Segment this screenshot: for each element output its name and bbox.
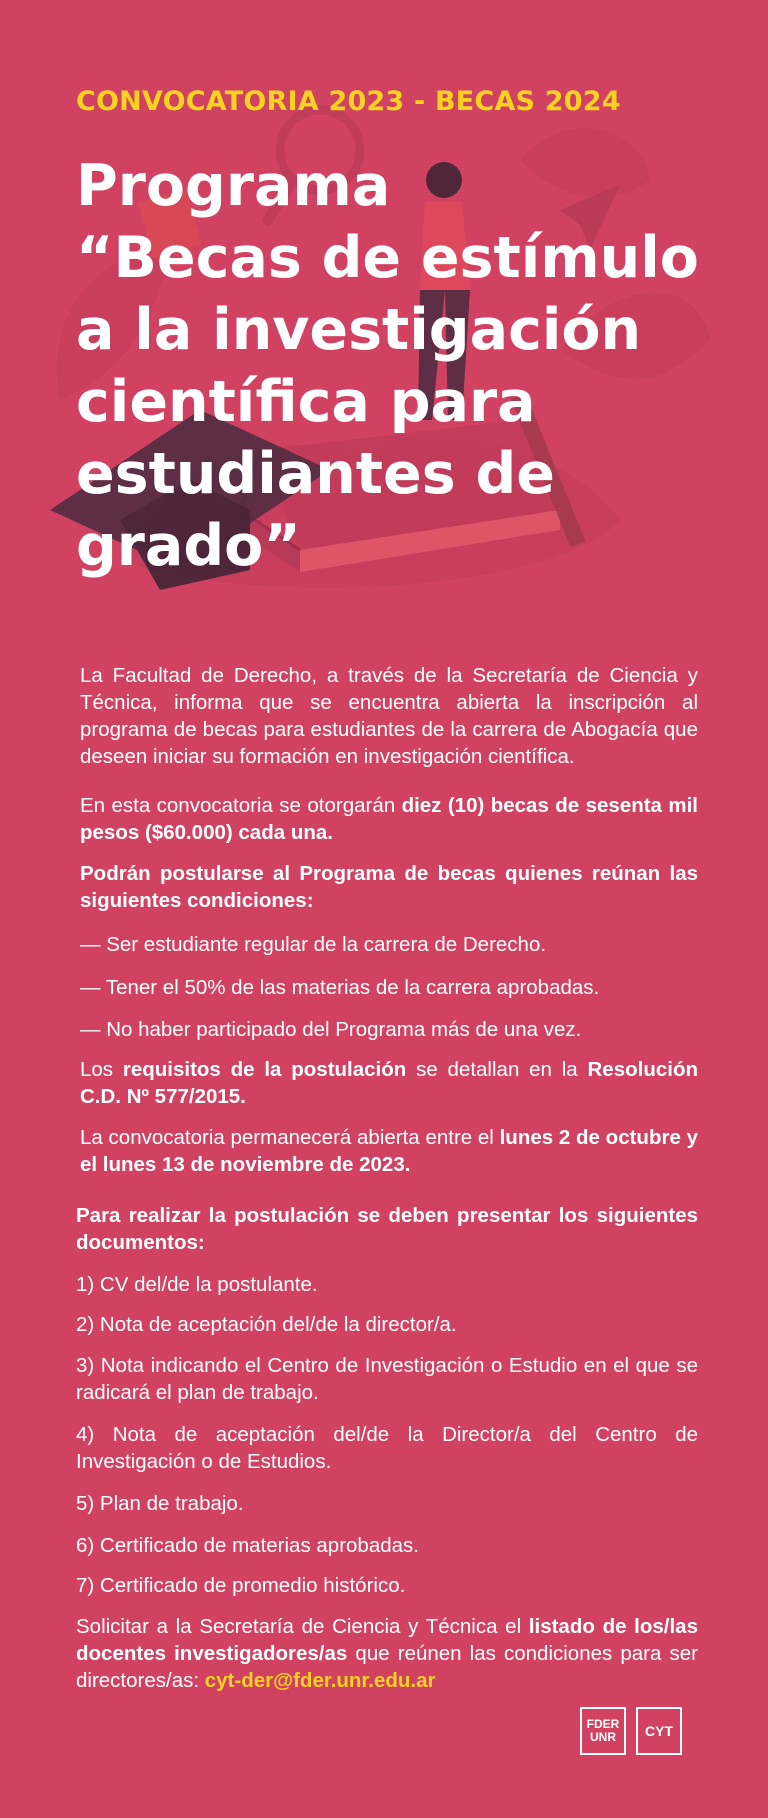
conditions-heading xyxy=(80,860,698,914)
requirements-text: se detallan en la xyxy=(406,1058,588,1081)
document-item xyxy=(76,1490,698,1517)
condition-item xyxy=(80,931,698,958)
closing-text: Solicitar a la Secretaría de Ciencia y Técnica el xyxy=(76,1615,529,1638)
conditions-heading-text: Podrán postularse al Programa de becas quienes reúnan las siguientes condiciones: xyxy=(80,862,698,912)
title-line: Programa xyxy=(76,153,391,219)
fder-unr-logo xyxy=(580,1707,626,1755)
closing-paragraph xyxy=(76,1613,698,1694)
dates-paragraph xyxy=(80,1124,698,1178)
grant-amount: diez (10) becas de sesenta mil pesos ($60.000) cada una. xyxy=(80,794,698,844)
dates-block xyxy=(80,1124,698,1178)
logo-text: UNR xyxy=(590,1730,616,1744)
grant-block xyxy=(80,792,698,846)
documents-heading-text: Para realizar la postulación se deben presentar los siguientes documentos: xyxy=(76,1204,698,1254)
condition-text: — Tener el 50% de las materias de la carrera aprobadas. xyxy=(80,976,600,999)
email-link[interactable]: cyt-der@fder.unr.edu.ar xyxy=(204,1669,436,1692)
title-line: estudiantes de xyxy=(76,441,555,507)
document-item xyxy=(76,1421,698,1475)
condition-item xyxy=(80,1016,698,1043)
document-text: 5) Plan de trabajo. xyxy=(76,1492,244,1515)
document-text: 7) Certificado de promedio histórico. xyxy=(76,1574,406,1597)
condition-item xyxy=(80,974,698,1001)
title-line: a la investigación xyxy=(76,297,642,363)
title-line: científica para xyxy=(76,369,536,435)
logo-text: CYT xyxy=(645,1722,673,1739)
logo-row xyxy=(580,1707,682,1755)
documents-heading xyxy=(76,1202,698,1256)
requirements-paragraph xyxy=(80,1056,698,1110)
document-text: 3) Nota indicando el Centro de Investigación o Estudio en el que se radicará el plan de trabajo. xyxy=(76,1354,698,1404)
title-line: grado” xyxy=(76,513,301,579)
documents-heading-block xyxy=(76,1202,698,1256)
intro-block xyxy=(80,662,698,770)
resolution-reference: Resolución C.D. Nº 577/2015. xyxy=(80,1058,698,1108)
logo-text: FDER xyxy=(586,1717,620,1731)
document-text: 6) Certificado de materias aprobadas. xyxy=(76,1534,419,1557)
grant-text: En esta convocatoria se otorgarán xyxy=(80,794,402,817)
condition-text: — Ser estudiante regular de la carrera de Derecho. xyxy=(80,933,547,956)
closing-text: que reúnen las condiciones para ser directores/as: xyxy=(76,1642,698,1692)
page-title xyxy=(76,150,716,582)
title-line: “Becas de estímulo xyxy=(76,225,699,291)
cyt-logo xyxy=(636,1707,682,1755)
conditions-heading-block xyxy=(80,860,698,914)
document-item xyxy=(76,1572,698,1599)
document-text: 4) Nota de aceptación del/de la Director/a del Centro de Investigación o de Estudios. xyxy=(76,1423,698,1473)
requirements-block xyxy=(80,1056,698,1110)
document-item xyxy=(76,1271,698,1298)
kicker: CONVOCATORIA 2023 - BECAS 2024 xyxy=(76,86,621,117)
closing-bold: listado de los/las docentes investigadores/as xyxy=(76,1615,698,1665)
intro-paragraph: La Facultad de Derecho, a través de la Secretaría de Ciencia y Técnica, informa que se encuentra abierta la inscripción al programa de becas para estudiantes de la carrera de Abogacía que deseen iniciar su formación en investigación científica. xyxy=(80,664,698,768)
grant-paragraph xyxy=(80,792,698,846)
document-text: 2) Nota de aceptación del/de la director/a. xyxy=(76,1313,457,1336)
requirements-text: Los xyxy=(80,1058,123,1081)
requirements-bold: requisitos de la postulación xyxy=(122,1058,407,1081)
condition-text: — No haber participado del Programa más de una vez. xyxy=(80,1018,582,1041)
dates-range: lunes 2 de octubre y el lunes 13 de noviembre de 2023. xyxy=(80,1126,698,1176)
closing-block xyxy=(76,1613,698,1694)
dates-text: La convocatoria permanecerá abierta entre el xyxy=(80,1126,500,1149)
document-item xyxy=(76,1311,698,1338)
document-item xyxy=(76,1532,698,1559)
document-item xyxy=(76,1352,698,1406)
document-text: 1) CV del/de la postulante. xyxy=(76,1273,318,1296)
